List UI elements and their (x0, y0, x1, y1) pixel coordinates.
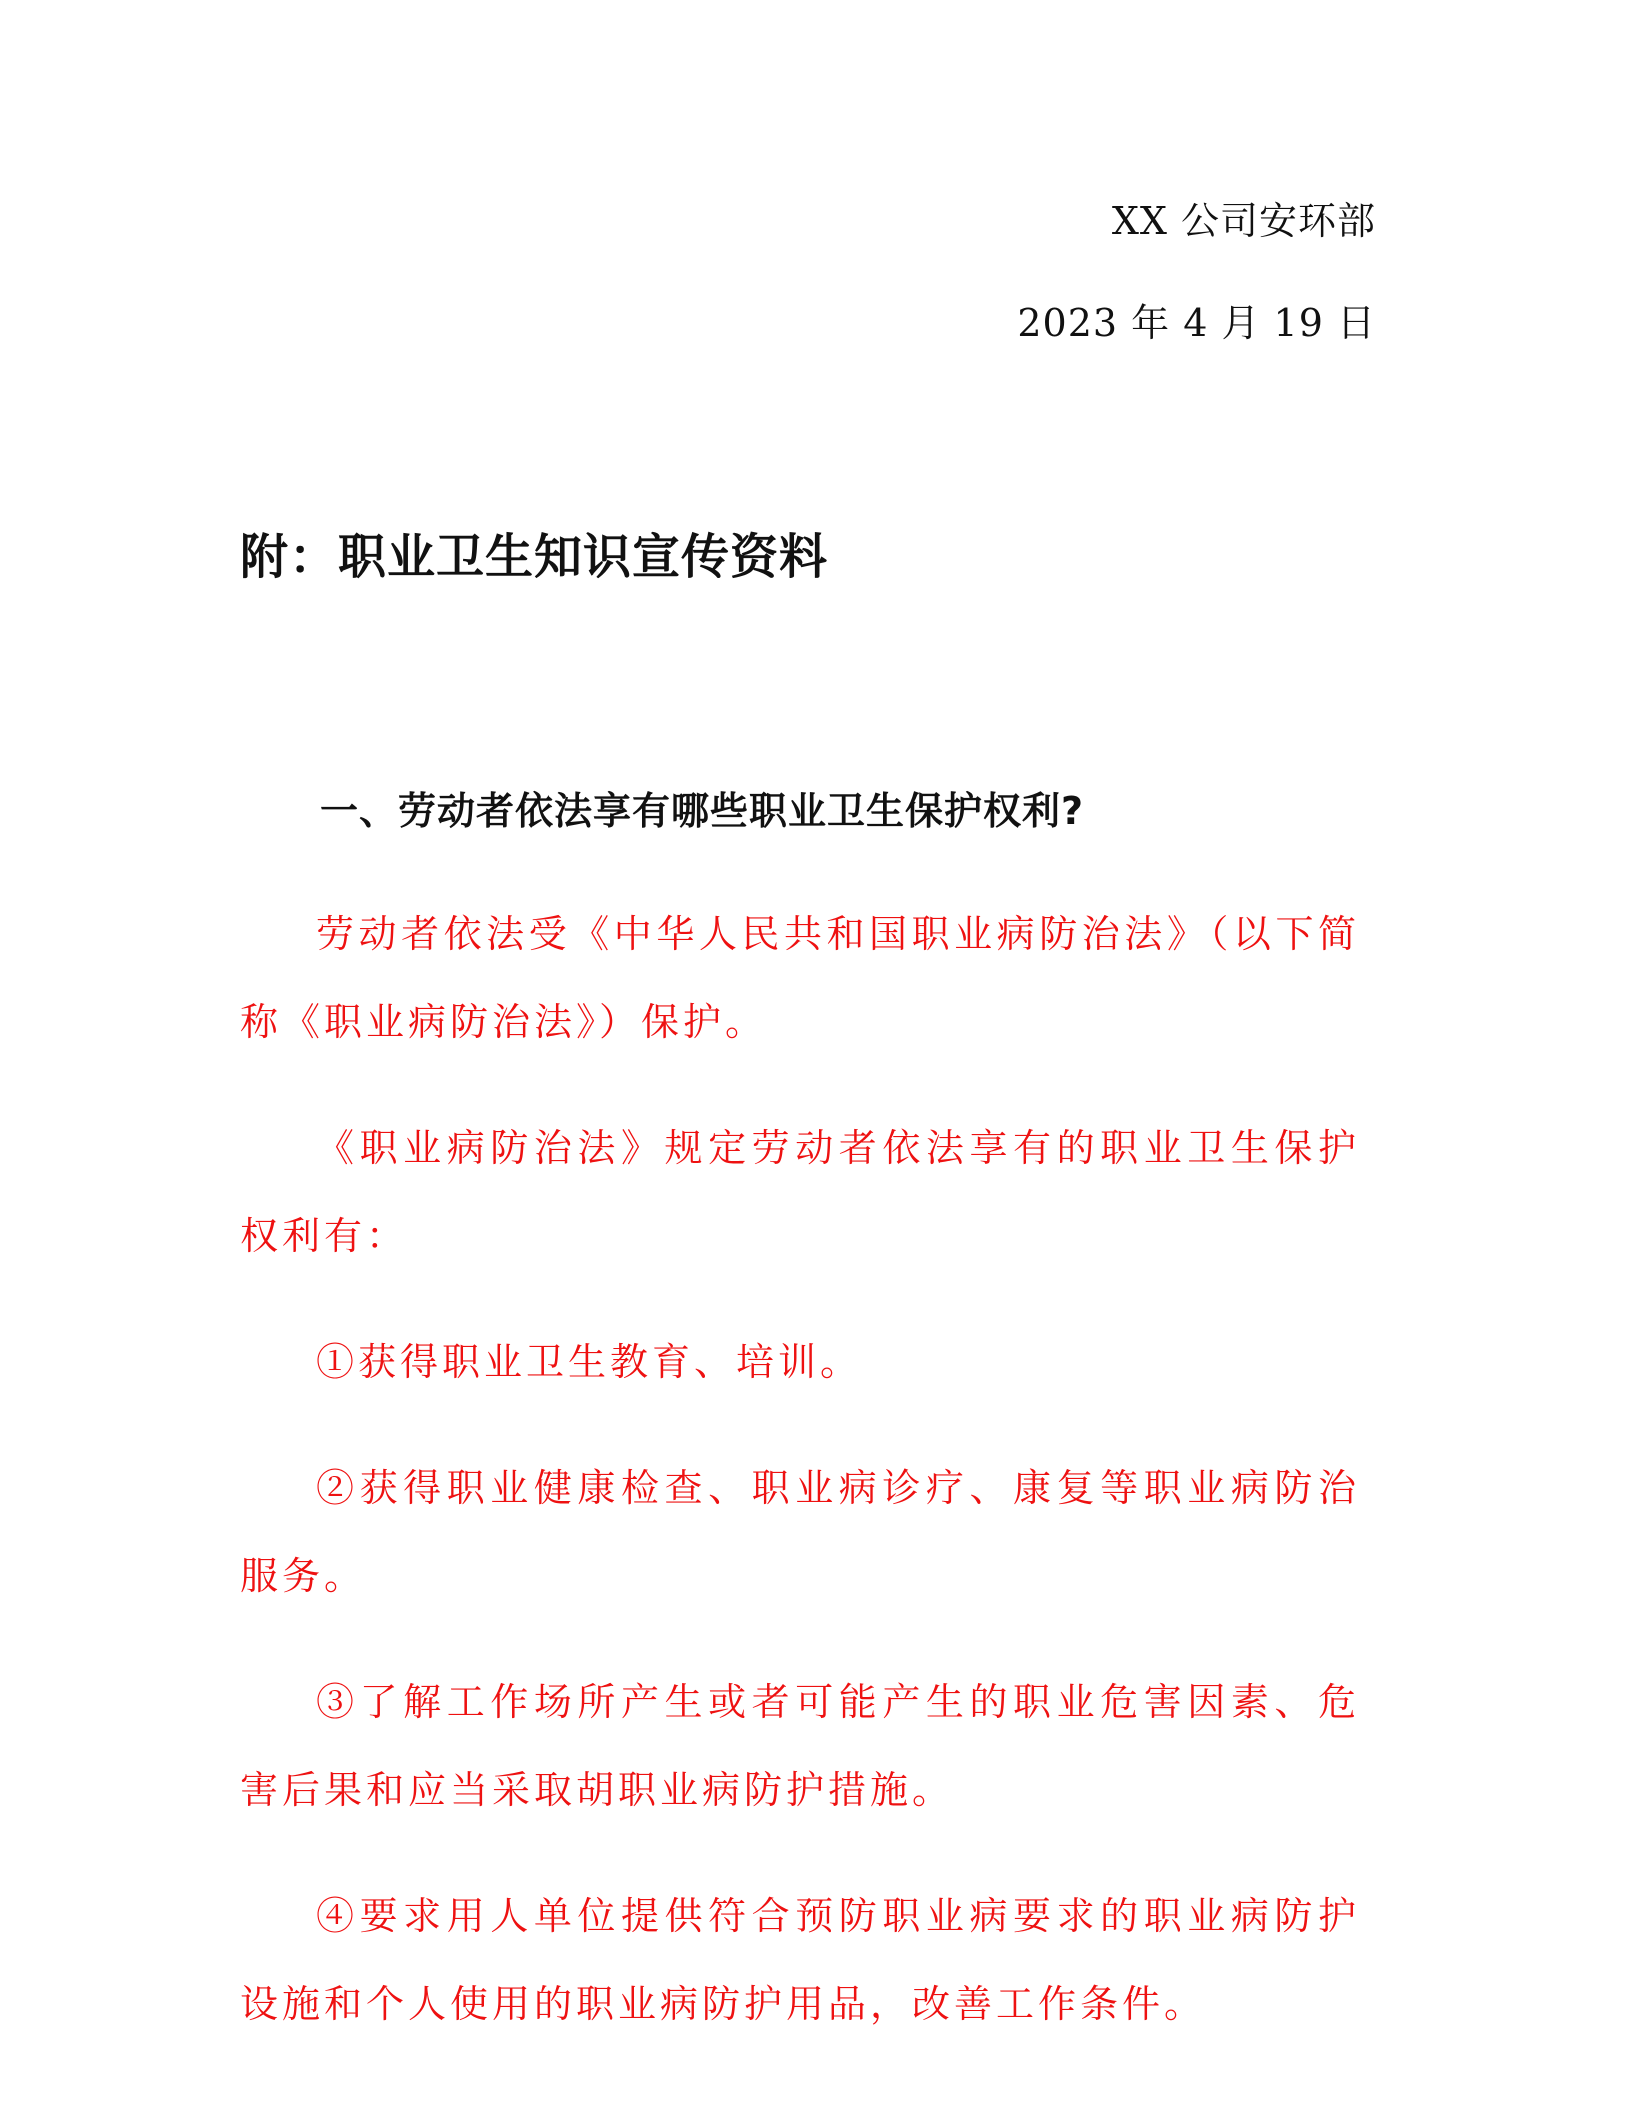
section-heading: 一、劳动者依法享有哪些职业卫生保护权利? (320, 789, 1085, 833)
paragraph-intro: 劳动者依法受《中华人民共和国职业病防治法》（以下简称《职业病防治法》）保护。 (240, 912, 1360, 1044)
section-body (240, 890, 1360, 2086)
paragraph-right-2: ②获得职业健康检查、职业病诊疗、康复等职业病防治服务。 (240, 1466, 1360, 1598)
document-title: 附：职业卫生知识宣传资料 (240, 529, 829, 585)
signature-date: 2023 年 4 月 19 日 (1017, 301, 1376, 345)
paragraph-rights-intro: 《职业病防治法》规定劳动者依法享有的职业卫生保护权利有： (240, 1126, 1360, 1258)
paragraph-right-4: ④要求用人单位提供符合预防职业病要求的职业病防护设施和个人使用的职业病防护用品，改善工作条件。 (240, 1894, 1360, 2026)
paragraph-right-3: ③了解工作场所产生或者可能产生的职业危害因素、危害后果和应当采取胡职业病防护措施。 (240, 1680, 1360, 1812)
paragraph-right-1: ①获得职业卫生教育、培训。 (316, 1340, 863, 1384)
signature-organization: XX 公司安环部 (1111, 199, 1376, 243)
